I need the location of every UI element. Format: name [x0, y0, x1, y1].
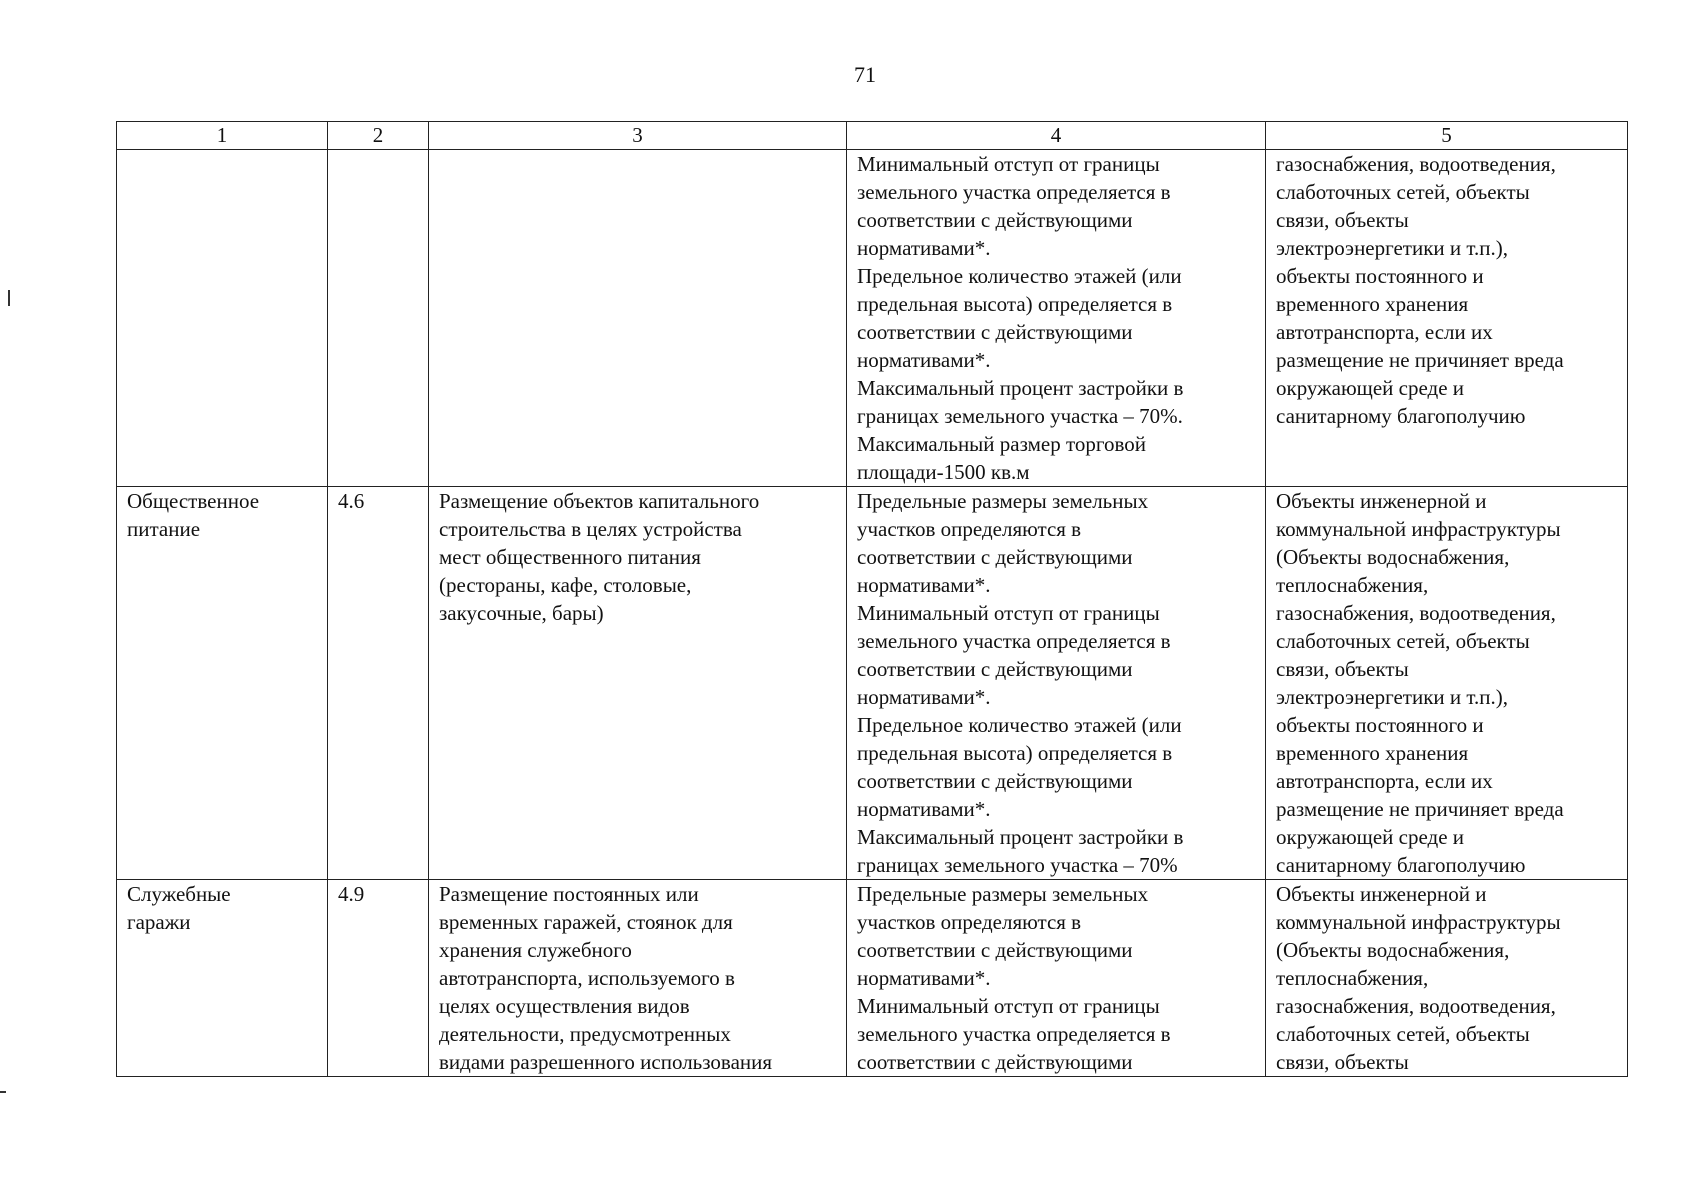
- cell-text-line: санитарному благополучию: [1276, 853, 1526, 877]
- cell-text-line: Минимальный отступ от границы: [857, 152, 1160, 176]
- cell-text-line: нормативами*.: [857, 797, 991, 821]
- page-number: 71: [854, 62, 876, 87]
- cell-text-line: питание: [127, 517, 201, 541]
- cell-text-line: соответствии с действующими: [857, 208, 1133, 232]
- cell-text-line: Минимальный отступ от границы: [857, 994, 1160, 1018]
- cell-text-line: (Объекты водоснабжения,: [1276, 545, 1510, 569]
- cell-text-line: Размещение постоянных или: [439, 882, 699, 906]
- column-header-2: 2: [328, 122, 429, 150]
- cell-text-line: гаражи: [127, 910, 191, 934]
- cell-text-line: нормативами*.: [857, 348, 991, 372]
- auxiliary-uses-cell: [1266, 880, 1628, 1077]
- auxiliary-uses-cell: [1266, 487, 1628, 880]
- cell-text-line: нормативами*.: [857, 573, 991, 597]
- cell-text-line: 4.9: [338, 882, 365, 906]
- cell-text-line: соответствии с действующими: [857, 1050, 1133, 1074]
- cell-text-line: временных гаражей, стоянок для: [439, 910, 733, 934]
- land-use-table: [116, 121, 1628, 1077]
- cell-text-line: автотранспорта, используемого в: [439, 966, 735, 990]
- cell-text-line: соответствии с действующими: [857, 938, 1133, 962]
- column-header-1: 1: [117, 122, 328, 150]
- cell-text-line: слаботочных сетей, объекты: [1276, 629, 1530, 653]
- column-header-5: 5: [1266, 122, 1628, 150]
- cell-text-line: предельная высота) определяется в: [857, 292, 1173, 316]
- cell-text-line: автотранспорта, если их: [1276, 320, 1493, 344]
- cell-text-line: размещение не причиняет вреда: [1276, 348, 1564, 372]
- cell-text-line: санитарному благополучию: [1276, 404, 1526, 428]
- cell-text-line: временного хранения: [1276, 741, 1469, 765]
- cell-text-line: Минимальный отступ от границы: [857, 601, 1160, 625]
- cell-text-line: участков определяются в: [857, 910, 1082, 934]
- land-use-name-cell: [117, 487, 328, 880]
- cell-text-line: связи, объекты: [1276, 1050, 1409, 1074]
- cell-text-line: коммунальной инфраструктуры: [1276, 517, 1561, 541]
- land-use-name-cell: [117, 150, 328, 487]
- cell-text-line: Служебные: [127, 882, 231, 906]
- cell-text-line: коммунальной инфраструктуры: [1276, 910, 1561, 934]
- cell-text-line: связи, объекты: [1276, 208, 1409, 232]
- scan-artifact: [8, 290, 10, 306]
- cell-text-line: Размещение объектов капитального: [439, 489, 760, 513]
- cell-text-line: соответствии с действующими: [857, 657, 1133, 681]
- cell-text-line: Объекты инженерной и: [1276, 489, 1487, 513]
- cell-text-line: размещение не причиняет вреда: [1276, 797, 1564, 821]
- cell-text-line: газоснабжения, водоотведения,: [1276, 994, 1556, 1018]
- cell-text-line: соответствии с действующими: [857, 769, 1133, 793]
- cell-text-line: деятельности, предусмотренных: [439, 1022, 731, 1046]
- cell-text-line: площади-1500 кв.м: [857, 460, 1030, 484]
- cell-text-line: объекты постоянного и: [1276, 264, 1484, 288]
- cell-text-line: электроэнергетики и т.п.),: [1276, 685, 1508, 709]
- cell-text-line: слаботочных сетей, объекты: [1276, 180, 1530, 204]
- cell-text-line: предельная высота) определяется в: [857, 741, 1173, 765]
- cell-text-line: земельного участка определяется в: [857, 180, 1171, 204]
- cell-text-line: земельного участка определяется в: [857, 1022, 1171, 1046]
- cell-text-line: временного хранения: [1276, 292, 1469, 316]
- cell-text-line: участков определяются в: [857, 517, 1082, 541]
- parameters-cell: [847, 487, 1266, 880]
- cell-text-line: мест общественного питания: [439, 545, 701, 569]
- cell-text-line: (рестораны, кафе, столовые,: [439, 573, 692, 597]
- code-cell: [328, 150, 429, 487]
- cell-text-line: 4.6: [338, 489, 365, 513]
- code-cell: [328, 880, 429, 1077]
- table-row: [117, 487, 1628, 880]
- cell-text-line: соответствии с действующими: [857, 545, 1133, 569]
- cell-text-line: теплоснабжения,: [1276, 966, 1429, 990]
- cell-text-line: земельного участка определяется в: [857, 629, 1171, 653]
- cell-text-line: окружающей среде и: [1276, 825, 1465, 849]
- description-cell: [429, 880, 847, 1077]
- cell-text-line: целях осуществления видов: [439, 994, 690, 1018]
- cell-text-line: закусочные, бары): [439, 601, 604, 625]
- cell-text-line: строительства в целях устройства: [439, 517, 742, 541]
- cell-text-line: электроэнергетики и т.п.),: [1276, 236, 1508, 260]
- cell-text-line: слаботочных сетей, объекты: [1276, 1022, 1530, 1046]
- cell-text-line: (Объекты водоснабжения,: [1276, 938, 1510, 962]
- land-use-name-cell: [117, 880, 328, 1077]
- cell-text-line: Объекты инженерной и: [1276, 882, 1487, 906]
- code-cell: [328, 487, 429, 880]
- table-row: [117, 150, 1628, 487]
- cell-text-line: Максимальный процент застройки в: [857, 825, 1184, 849]
- parameters-cell: [847, 150, 1266, 487]
- column-header-3: 3: [429, 122, 847, 150]
- cell-text-line: объекты постоянного и: [1276, 713, 1484, 737]
- table-header-row: [117, 122, 1628, 150]
- cell-text-line: Общественное: [127, 489, 260, 513]
- description-cell: [429, 487, 847, 880]
- cell-text-line: автотранспорта, если их: [1276, 769, 1493, 793]
- cell-text-line: Предельные размеры земельных: [857, 882, 1149, 906]
- parameters-cell: [847, 880, 1266, 1077]
- cell-text-line: Предельные размеры земельных: [857, 489, 1149, 513]
- cell-text-line: связи, объекты: [1276, 657, 1409, 681]
- cell-text-line: видами разрешенного использования: [439, 1050, 773, 1074]
- description-cell: [429, 150, 847, 487]
- cell-text-line: хранения служебного: [439, 938, 632, 962]
- cell-text-line: газоснабжения, водоотведения,: [1276, 601, 1556, 625]
- cell-text-line: Предельное количество этажей (или: [857, 713, 1182, 737]
- cell-text-line: окружающей среде и: [1276, 376, 1465, 400]
- cell-text-line: нормативами*.: [857, 685, 991, 709]
- table-row: [117, 880, 1628, 1077]
- cell-text-line: соответствии с действующими: [857, 320, 1133, 344]
- scan-artifact: [0, 1091, 6, 1093]
- column-header-4: 4: [847, 122, 1266, 150]
- cell-text-line: нормативами*.: [857, 966, 991, 990]
- cell-text-line: Предельное количество этажей (или: [857, 264, 1182, 288]
- cell-text-line: границах земельного участка – 70%.: [857, 404, 1183, 428]
- cell-text-line: теплоснабжения,: [1276, 573, 1429, 597]
- auxiliary-uses-cell: [1266, 150, 1628, 487]
- cell-text-line: нормативами*.: [857, 236, 991, 260]
- cell-text-line: границах земельного участка – 70%: [857, 853, 1178, 877]
- cell-text-line: Максимальный размер торговой: [857, 432, 1146, 456]
- cell-text-line: газоснабжения, водоотведения,: [1276, 152, 1556, 176]
- cell-text-line: Максимальный процент застройки в: [857, 376, 1184, 400]
